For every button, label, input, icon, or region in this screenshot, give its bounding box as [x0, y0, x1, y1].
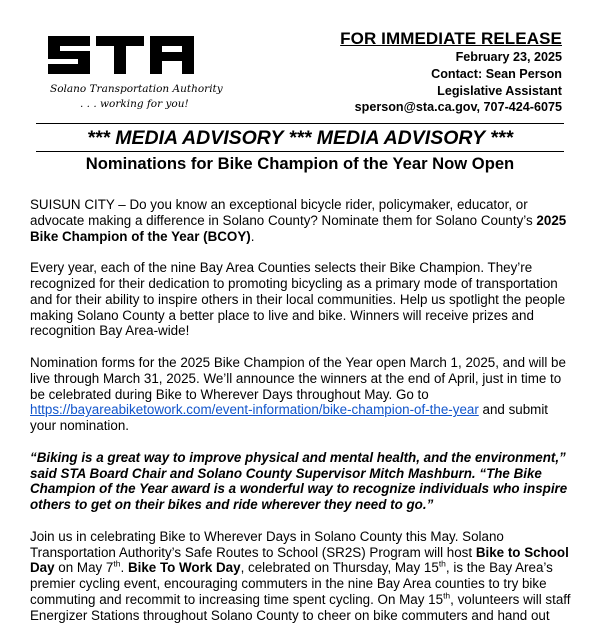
release-role: Legislative Assistant	[437, 83, 562, 98]
logo-org-name: Solano Transportation Authority	[50, 83, 223, 95]
bike-to-school-day: Bike to School Day	[30, 544, 569, 576]
board-chair-quote: “Biking is a great way to improve physical and mental health, and the environment,” said STA Board Chair and Solano County Supervisor Mitch Mashburn. “The Bike Champion of the Year award is a wonderful way to recognize individuals who inspire others to get on their bikes and ride wherever they need to go.”	[30, 449, 568, 513]
paragraph-nominations: Nomination forms for the 2025 Bike Champion of the Year open March 1, 2025, and will be live through March 31, 2025. We’ll announce the winners at the end of April, just in time to be celebrated during Bike to Wherever Days throughout May. Go to https://bayareabiketowork.com/event-information/bike-champion-of-the-year and submit your nomination.	[30, 354, 566, 434]
release-date: February 23, 2025	[455, 50, 562, 64]
media-advisory-banner: *** MEDIA ADVISORY *** MEDIA ADVISORY ***	[87, 127, 513, 149]
divider-top	[36, 123, 564, 124]
paragraph-events: Join us in celebrating Bike to Wherever Days in Solano County this May. Solano Transportation Authority’s Safe Routes to School (SR2S) Program will host Bike to School Day on May 7th. Bike To Work Day, celebrated on Thursday, May 15th, is the Bay Area’s premier cycling event, encouraging commuters in the nine Bay Area counties to try bike commuting and recommit to increasing time spent cycling. On May 15th, volunteers will staff Energizer Stations throughout Solano County to cheer on bike commuters and hand out	[30, 528, 571, 623]
nomination-link[interactable]: https://bayareabiketowork.com/event-information/bike-champion-of-the-year	[30, 402, 479, 418]
press-headline: Nominations for Bike Champion of the Year Now Open	[85, 154, 515, 173]
release-info	[340, 28, 562, 116]
bcoy-name: 2025 Bike Champion of the Year (BCOY)	[30, 212, 567, 244]
release-title: FOR IMMEDIATE RELEASE	[340, 29, 562, 48]
paragraph-intro: SUISUN CITY – Do you know an exceptional bicycle rider, policymaker, educator, or advocate making a difference in Solano County? Nominate them for Solano County’s 2025 Bike Champion of the Year (BCOY).	[30, 197, 567, 244]
press-body	[30, 197, 576, 639]
sta-logo	[44, 30, 223, 114]
logo-tagline: . . . working for you!	[80, 98, 189, 110]
release-contact: Contact: Sean Person	[431, 66, 562, 81]
paragraph-background: Every year, each of the nine Bay Area Counties selects their Bike Champion. They’re recognized for their dedication to promoting bicycling as a primary mode of transportation and for their ability to inspire others in their local communities. Help us spotlight the people making Solano County a better place to live and bike. Winners will receive prizes and recognition Bay Area-wide!	[30, 260, 566, 339]
sta-logo-mark	[44, 30, 199, 80]
release-email-phone: sperson@sta.ca.gov, 707-424-6075	[354, 100, 562, 115]
bike-to-work-day: Bike To Work Day	[127, 560, 241, 576]
